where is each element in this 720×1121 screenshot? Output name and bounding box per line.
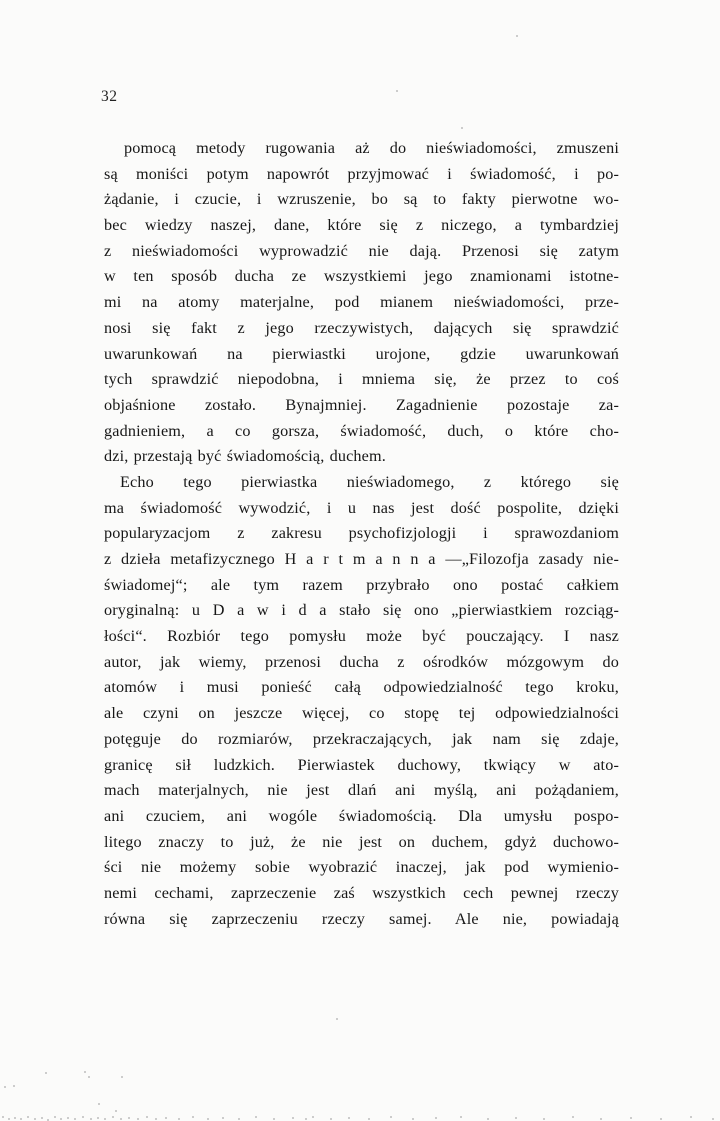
text-line: ani czuciem, ani wogóle świadomością. Dla umysłu pospo- <box>104 806 619 825</box>
text-line: pomocą metody rugowania aż do nieświadomości, zmuszeni <box>124 139 619 157</box>
text-line: w ten sposób ducha ze wszystkiemi jego znamionami istotne- <box>104 267 619 286</box>
text-line: objaśnione zostało. Bynajmniej. Zagadnienie pozostaje za- <box>104 395 619 414</box>
scan-noise-speck <box>516 35 518 37</box>
text-block <box>104 136 619 932</box>
text-line: żądanie, i czucie, i wzruszenie, bo są to fakty pierwotne wo- <box>104 190 619 209</box>
scan-noise-speck <box>88 1076 90 1078</box>
text-line: z dzieła metafizycznego H a r t m a n n a —„Filozofja zasady nie- <box>104 550 619 568</box>
scan-noise-speck <box>14 1117 16 1119</box>
scan-noise-speck <box>82 1116 84 1118</box>
scan-noise-speck <box>435 1117 437 1119</box>
scan-noise-speck <box>67 1117 69 1119</box>
scan-noise-speck <box>630 1117 632 1119</box>
text-line: tych sprawdzić niepodobna, i mniema się, że przez to coś <box>104 370 619 389</box>
text-line: z nieświadomości wyprowadzić nie dają. Przenosi się zatym <box>104 241 619 260</box>
text-line: Echo tego pierwiastka nieświadomego, z którego się <box>120 472 619 491</box>
scan-noise-speck <box>396 90 398 92</box>
text-line: bec wiedzy naszej, dane, które się z niczego, a tymbardziej <box>104 216 619 235</box>
scan-noise-speck <box>238 1118 240 1120</box>
text-line: mach materjalnych, nie jest dlań ani myślą, ani pożądaniem, <box>104 781 619 800</box>
text-line: dzi, przestają być świadomością, duchem. <box>104 447 386 466</box>
scan-noise-speck <box>255 1116 257 1118</box>
scan-noise-speck <box>487 1118 489 1120</box>
scan-noise-speck <box>84 1071 86 1073</box>
scan-noise-speck <box>97 1117 99 1119</box>
text-line: uwarunkowań na pierwiastki urojone, gdzie uwarunkowań <box>104 344 619 363</box>
text-line: świadomej“; ale tym razem przybrało ono postać całkiem <box>104 575 619 594</box>
scan-noise-speck <box>572 1116 574 1118</box>
scan-noise-speck <box>120 1118 122 1120</box>
paragraph <box>104 470 619 932</box>
scan-noise-speck <box>712 1118 714 1120</box>
scan-noise-speck <box>192 1116 194 1118</box>
scan-noise-speck <box>690 1116 692 1118</box>
scan-noise-speck <box>8 1118 10 1120</box>
text-line: mi na atomy materjalne, pod mianem nieświadomości, prze- <box>104 293 619 312</box>
page-number: 32 <box>101 88 118 105</box>
scan-noise-speck <box>90 1118 92 1120</box>
scan-noise-speck <box>390 1116 392 1118</box>
scan-noise-speck <box>292 1117 294 1119</box>
scan-noise-speck <box>660 1118 662 1120</box>
scan-noise-speck <box>165 1117 167 1119</box>
scan-noise-speck <box>121 1076 123 1078</box>
text-line: nemi cechami, zaprzeczenie zaś wszystkich cech pewnej rzeczy <box>104 883 619 902</box>
scan-noise-speck <box>336 1018 338 1020</box>
text-line: równa się zaprzeczeniu rzeczy samej. Ale nie, powiadają <box>104 909 619 928</box>
scan-noise-speck <box>146 1116 148 1118</box>
scan-noise-speck <box>222 1117 224 1119</box>
scan-noise-speck <box>461 127 463 129</box>
scan-noise-speck <box>460 1116 462 1118</box>
scan-noise-speck <box>207 1118 209 1120</box>
scan-noise-speck <box>128 1117 130 1119</box>
scan-noise-speck <box>4 1086 6 1088</box>
scan-noise-speck <box>98 1103 100 1105</box>
text-line: nosi się fakt z jego rzeczywistych, dających się sprawdzić <box>104 318 619 337</box>
scan-noise-speck <box>543 1118 545 1120</box>
scan-noise-speck <box>2 1116 4 1118</box>
scan-noise-speck <box>104 1118 106 1120</box>
scan-noise-speck <box>112 1116 114 1118</box>
text-line: popularyzacjom z zakresu psychofizjologji i sprawozdaniom <box>104 524 619 543</box>
text-line: potęguje do rozmiarów, przekraczających, jak nam się zdaje, <box>104 729 619 748</box>
scan-noise-speck <box>348 1117 350 1119</box>
text-line: są moniści potym napowrót przyjmować i świadomość, i po- <box>104 164 619 183</box>
text-line: oryginalną: u D a w i d a stało się ono „pierwiastkiem rozciąg- <box>104 601 619 620</box>
text-line: łości“. Rozbiór tego pomysłu może być pouczający. I nasz <box>104 627 619 646</box>
scan-noise-speck <box>13 1085 15 1087</box>
scan-noise-speck <box>515 1117 517 1119</box>
text-line: ale czyni on jeszcze więcej, co stopę tej odpowiedzialności <box>104 704 619 723</box>
scan-noise-speck <box>137 1118 139 1120</box>
scan-noise-speck <box>305 1118 307 1120</box>
text-line: litego znaczy to już, że nie jest on duchem, gdyż duchowo- <box>104 832 619 851</box>
scan-noise-speck <box>60 1118 62 1120</box>
text-line: granicę sił ludzkich. Pierwiastek duchowy, tkwiący w ato- <box>104 755 619 774</box>
text-line: ma świadomość wywodzić, i u nas jest dość pospolite, dzięki <box>104 498 619 517</box>
scan-noise-speck <box>412 1118 414 1120</box>
scan-noise-speck <box>54 1116 56 1118</box>
scan-noise-speck <box>155 1118 157 1120</box>
text-line: gadnieniem, a co gorsza, świadomość, duch, o które cho- <box>104 421 619 440</box>
scan-noise-speck <box>273 1118 275 1120</box>
scan-noise-speck <box>368 1118 370 1120</box>
scan-noise-speck <box>600 1118 602 1120</box>
scan-noise-speck <box>115 1110 117 1112</box>
scan-noise-speck <box>41 1117 43 1119</box>
scan-noise-speck <box>178 1118 180 1120</box>
scan-noise-speck <box>312 1116 314 1118</box>
scan-noise-speck <box>34 1118 36 1120</box>
scan-noise-speck <box>45 1072 47 1074</box>
paragraph <box>104 136 619 470</box>
scan-noise-speck <box>20 1118 22 1120</box>
scan-noise-speck <box>27 1116 29 1118</box>
text-line: ści nie możemy sobie wyobrazić inaczej, jak pod wymienio- <box>104 858 619 877</box>
text-line: atomów i musi ponieść całą odpowiedzialność tego kroku, <box>104 678 619 697</box>
text-line: autor, jak wiemy, przenosi ducha z ośrodków mózgowym do <box>104 652 619 671</box>
scan-noise-speck <box>330 1118 332 1120</box>
scan-noise-speck <box>74 1118 76 1120</box>
